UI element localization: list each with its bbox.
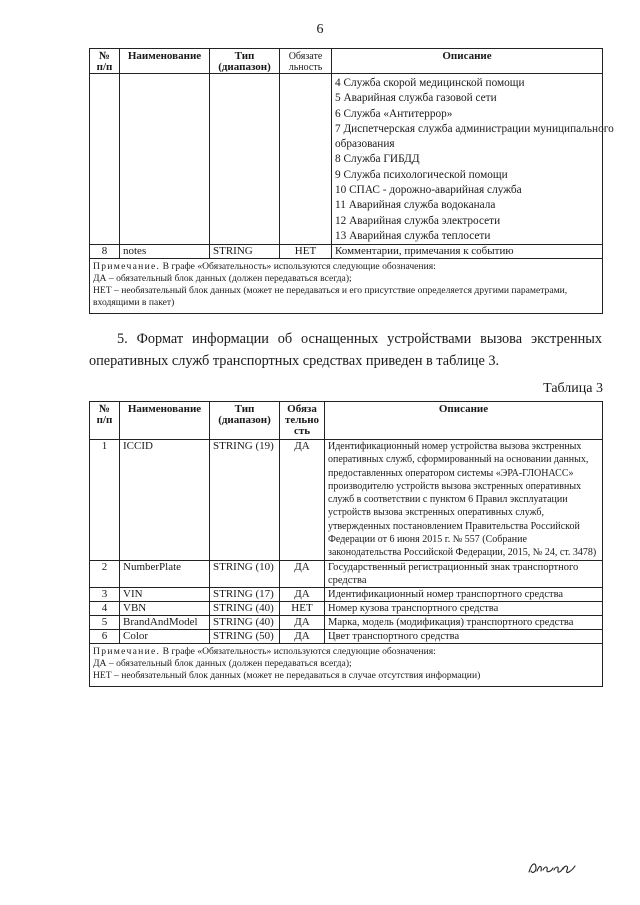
table-row	[90, 74, 603, 245]
row-type: STRING	[210, 245, 280, 259]
row-num: 6	[90, 629, 120, 643]
row-num: 8	[90, 245, 120, 259]
header-num: № п/п	[90, 49, 120, 74]
table-label: Таблица 3	[543, 381, 603, 396]
note-line: В графе «Обязательность» используются следующие обозначения:	[160, 645, 436, 657]
table-continued	[89, 48, 614, 314]
table-row	[90, 587, 603, 601]
paragraph: 5. Формат информации об оснащенных устройствами вызова экстренных оперативных служб транспортных средствах приведен в таблице 3.	[89, 331, 602, 369]
table-row	[90, 245, 603, 259]
list-item: 8 Служба ГИБДД	[335, 153, 420, 166]
row-required: ДА	[280, 560, 325, 587]
row-name: NumberPlate	[120, 560, 210, 587]
row-type: STRING (17)	[210, 587, 280, 601]
table-header-row	[90, 49, 603, 74]
row-name: VBN	[120, 601, 210, 615]
note-line: НЕТ – необязательный блок данных (может не передаваться и его присутствие определяется другими параметрами, входящими в пакет)	[93, 285, 568, 309]
note-label: Примечание.	[93, 261, 161, 273]
row-required: ДА	[280, 440, 325, 561]
row-type: STRING (50)	[210, 629, 280, 643]
list-item: образования	[335, 138, 395, 151]
list-item: 6 Служба «Антитеррор»	[335, 107, 453, 120]
table-note-row	[90, 259, 603, 314]
row-required: НЕТ	[280, 601, 325, 615]
note-line: ДА – обязательный блок данных (должен передаваться всегда);	[93, 273, 352, 285]
signature	[527, 856, 577, 878]
header-description: Описание	[325, 402, 603, 440]
note-line: ДА – обязательный блок данных (должен передаваться всегда);	[93, 657, 352, 669]
row-num: 3	[90, 587, 120, 601]
row-name: VIN	[120, 587, 210, 601]
list-item: 11 Аварийная служба водоканала	[335, 199, 496, 212]
row-num: 2	[90, 560, 120, 587]
list-item: 12 Аварийная служба электросети	[335, 214, 501, 227]
header-name: Наименование	[120, 49, 210, 74]
row-type: STRING (40)	[210, 601, 280, 615]
list-item: 10 СПАС - дорожно-аварийная служба	[335, 184, 522, 197]
row-required: НЕТ	[280, 245, 332, 259]
row-name: Color	[120, 629, 210, 643]
header-num: № п/п	[90, 402, 120, 440]
row-description: Идентификационный номер транспортного средства	[325, 587, 603, 601]
row-description: Марка, модель (модификация) транспортного средства	[325, 615, 603, 629]
row-name: notes	[120, 245, 210, 259]
list-item: 7 Диспетчерская служба администрации муниципального	[335, 122, 614, 135]
header-description: Описание	[332, 49, 603, 74]
services-list	[332, 74, 614, 245]
row-num: 4	[90, 601, 120, 615]
table-note-row	[90, 643, 603, 686]
note-label: Примечание.	[93, 645, 161, 657]
row-type: STRING (40)	[210, 615, 280, 629]
note-line: В графе «Обязательность» используются следующие обозначения:	[160, 261, 436, 273]
row-type: STRING (10)	[210, 560, 280, 587]
row-name: BrandAndModel	[120, 615, 210, 629]
row-required: ДА	[280, 587, 325, 601]
row-description: Государственный регистрационный знак транспортного средства	[325, 560, 603, 587]
table-note	[90, 259, 603, 314]
row-required: ДА	[280, 629, 325, 643]
header-type: Тип (диапазон)	[210, 49, 280, 74]
table-row	[90, 440, 603, 561]
page-number: 6	[316, 22, 324, 37]
row-name: ICCID	[120, 440, 210, 561]
list-item: 9 Служба психологической помощи	[335, 168, 508, 181]
list-item: 13 Аварийная служба теплосети	[335, 229, 491, 242]
list-item: 5 Аварийная служба газовой сети	[335, 92, 497, 105]
table-row	[90, 629, 603, 643]
row-description: Идентификационный номер устройства вызова экстренных оперативных служб, сформированный на основании данных, предоставленных оператором системы «ЭРА-ГЛОНАСС» производителю устройств вызова экстренных оперативных служб в соответствии с пунктом 6 Правил эксплуатации устройств вызова экстренных оперативных служб, утвержденных постановлением Правительства Российской Федерации от 6 июня 2015 г. № 557 (Собрание законодательства Российской Федерации, 2015, № 24, ст. 3478)	[325, 440, 603, 561]
row-num: 1	[90, 440, 120, 561]
row-type: STRING (19)	[210, 440, 280, 561]
header-required: Обязате льность	[280, 49, 332, 74]
header-type: Тип (диапазон)	[210, 402, 280, 440]
row-required: ДА	[280, 615, 325, 629]
list-item: 4 Служба скорой медицинской помощи	[335, 77, 525, 89]
row-description: Номер кузова транспортного средства	[325, 601, 603, 615]
header-name: Наименование	[120, 402, 210, 440]
header-required: Обяза тельно сть	[280, 402, 325, 440]
row-num: 5	[90, 615, 120, 629]
table-note	[90, 643, 603, 686]
row-description: Цвет транспортного средства	[325, 629, 603, 643]
table-row	[90, 601, 603, 615]
table-row	[90, 560, 603, 587]
table-row	[90, 615, 603, 629]
table-header-row	[90, 402, 603, 440]
table-3	[89, 401, 603, 687]
note-line: НЕТ – необязательный блок данных (может не передаваться в случае отсутствия информации)	[93, 669, 481, 681]
row-description: Комментарии, примечания к событию	[332, 245, 603, 259]
